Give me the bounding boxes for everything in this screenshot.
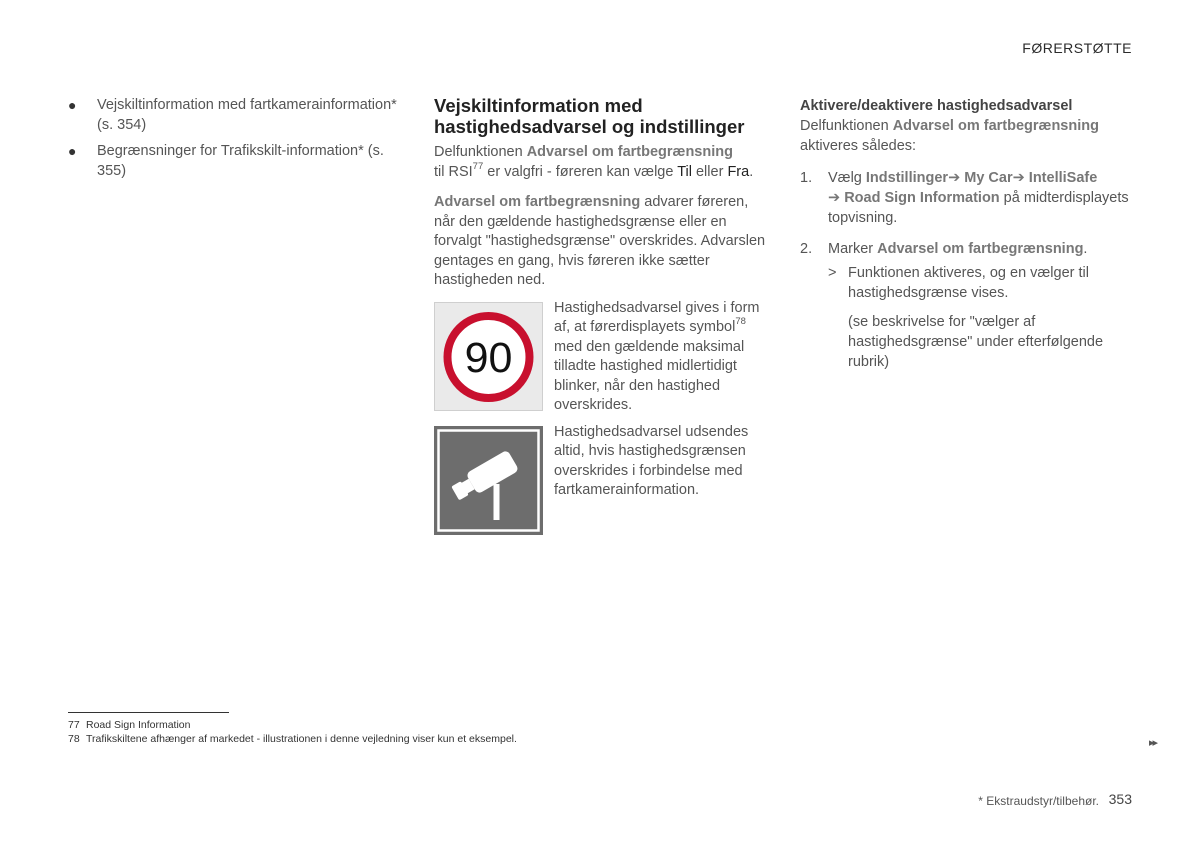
footnote-ref[interactable]: 78 bbox=[735, 316, 746, 328]
warning-text: advarer føreren, når den gældende hastighedsgrænse eller en forvalgt "hastighedsgrænse" overskrides. Advarslen gentages en gang, hvis føreren ikke sætter hastigheden ned. bbox=[434, 194, 766, 288]
related-link-item[interactable] bbox=[68, 95, 398, 135]
step-2 bbox=[800, 239, 1140, 259]
function-name: Advarsel om fartbegrænsning bbox=[892, 118, 1099, 134]
related-links-column bbox=[68, 95, 398, 187]
footnote bbox=[68, 718, 517, 732]
intro-text: Delfunktionen bbox=[800, 118, 893, 134]
speed-limit-value: 90 bbox=[464, 333, 513, 382]
bullet-dot-icon: ● bbox=[68, 143, 77, 159]
function-name: Advarsel om fartbegrænsning bbox=[434, 194, 641, 210]
speed-camera-sign-icon bbox=[434, 426, 543, 535]
sign-text: Hastighedsadvarsel gives i form af, at førerdisplayets symbol bbox=[554, 299, 760, 335]
step-text: Marker bbox=[828, 241, 878, 257]
activation-column bbox=[800, 96, 1140, 372]
warning-paragraph bbox=[434, 193, 769, 291]
main-column bbox=[434, 95, 769, 545]
result-note: (se beskrivelse for "vælger af hastighedsgrænse" under efterfølgende rubrik) bbox=[848, 314, 1104, 370]
footnote-number: 78 bbox=[68, 733, 80, 745]
intro-paragraph bbox=[434, 143, 769, 182]
intro-text: . bbox=[749, 163, 754, 180]
related-link-text[interactable]: Begrænsninger for Trafikskilt-information* (s. 355) bbox=[97, 143, 384, 179]
speed-sign-row bbox=[434, 299, 769, 416]
sign-text: med den gældende maksimal tilladte hastighed midlertidigt blinker, når den hastighed overskrides. bbox=[554, 338, 745, 413]
intro-text: eller bbox=[691, 163, 728, 180]
step-text: Vælg bbox=[828, 170, 866, 186]
intro-text: til RSI bbox=[434, 163, 473, 180]
menu-item-settings[interactable]: Indstillinger bbox=[865, 170, 949, 186]
menu-arrow-icon: ➔ bbox=[948, 170, 961, 186]
step-1 bbox=[800, 168, 1140, 228]
footnote-ref[interactable]: 77 bbox=[472, 160, 484, 172]
result-marker: > bbox=[828, 265, 837, 281]
option-on: Til bbox=[677, 163, 692, 180]
next-page-icon[interactable]: ▸▸ bbox=[1149, 737, 1157, 749]
page-number: 353 bbox=[1108, 791, 1132, 807]
step-text: på midterdisplayets topvisning. bbox=[828, 190, 1129, 226]
step-text: . bbox=[1083, 241, 1088, 257]
activation-intro bbox=[800, 116, 1140, 156]
footnote-text: Trafikskiltene afhænger af markedet - illustrationen i denne vejledning viser kun et eksempel. bbox=[86, 733, 517, 745]
menu-item-road-sign-information[interactable]: Road Sign Information bbox=[844, 190, 1000, 206]
camera-sign-description: Hastighedsadvarsel udsendes altid, hvis hastighedsgrænsen overskrides i forbindelse med fartkamerainformation. bbox=[554, 423, 749, 498]
footnote bbox=[68, 732, 517, 746]
footnote-number: 77 bbox=[68, 719, 80, 731]
camera-sign-row bbox=[434, 423, 769, 535]
option-off: Fra bbox=[727, 163, 750, 180]
speed-sign-description bbox=[554, 299, 769, 416]
related-link-item[interactable] bbox=[68, 141, 398, 181]
function-name: Advarsel om fartbegrænsning bbox=[526, 144, 733, 160]
subheading: Aktivere/deaktivere hastighedsadvarsel bbox=[800, 98, 1073, 114]
menu-arrow-icon: ➔ bbox=[1012, 170, 1025, 186]
menu-arrow-icon: ➔ bbox=[828, 190, 841, 206]
result-text: Funktionen aktiveres, og en vælger til hastighedsgrænse vises. bbox=[848, 265, 1089, 301]
step-result bbox=[800, 263, 1140, 303]
menu-item-intellisafe[interactable]: IntelliSafe bbox=[1028, 170, 1098, 186]
footnotes bbox=[68, 718, 517, 746]
section-heading: Vejskiltinformation med hastighedsadvarsel og indstillinger bbox=[434, 95, 745, 137]
section-header: FØRERSTØTTE bbox=[1022, 40, 1132, 56]
footnote-divider bbox=[68, 712, 229, 713]
speed-limit-sign-icon bbox=[434, 302, 543, 411]
intro-text: aktiveres således: bbox=[800, 138, 917, 154]
function-name[interactable]: Advarsel om fartbegrænsning bbox=[877, 241, 1084, 257]
related-link-text[interactable]: Vejskiltinformation med fartkamerainformation* (s. 354) bbox=[97, 97, 397, 133]
step-number: 1. bbox=[800, 170, 813, 186]
optional-equipment-note: * Ekstraudstyr/tilbehør. bbox=[978, 794, 1099, 808]
menu-item-my-car[interactable]: My Car bbox=[964, 170, 1013, 186]
bullet-dot-icon: ● bbox=[68, 97, 77, 113]
footnote-text: Road Sign Information bbox=[86, 719, 191, 731]
intro-text: er valgfri - føreren kan vælge bbox=[483, 163, 678, 180]
step-number: 2. bbox=[800, 241, 813, 257]
intro-text: Delfunktionen bbox=[434, 144, 527, 160]
